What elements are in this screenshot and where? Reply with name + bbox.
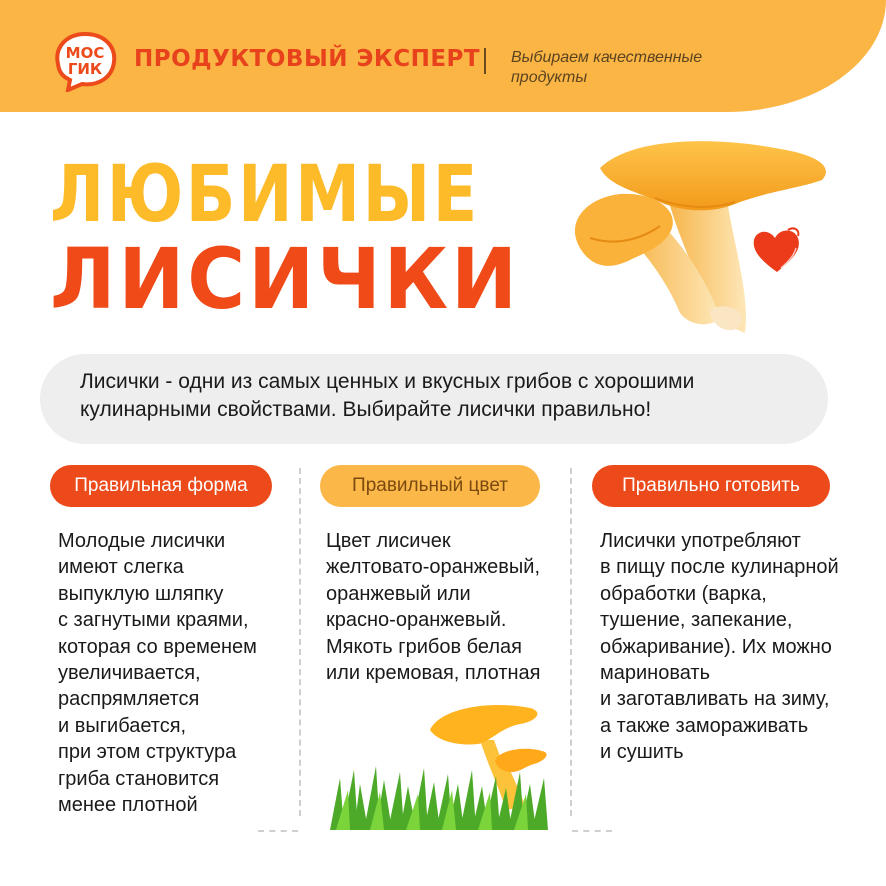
column-divider [572,830,612,832]
mosgik-logo [50,30,120,92]
text-line: Лисички употребляют [600,530,801,552]
text-line: Мякоть грибов белая [326,635,522,658]
text-line: красно-оранжевый. [326,609,507,632]
text-line: желтовато-оранжевый, [326,556,541,579]
text-line: оранжевый или [326,582,471,605]
text-line: при этом структура [58,741,237,764]
color-description [326,528,566,686]
heart-icon [748,222,806,280]
text-line: имеют слегка [58,556,184,579]
text-line: и заготавливать на зиму, [600,688,830,711]
text-line: Цвет лисичек [326,530,451,552]
cooking-description [600,528,870,766]
brand-tagline: Выбираем качественные продукты [511,49,703,86]
text-line: менее плотной [58,794,198,817]
shape-description [58,528,288,818]
text-line: или кремовая, плотная [326,662,541,685]
text-line: тушение, запекание, [600,609,793,632]
label-correct-color: Правильный цвет [320,465,540,507]
text-line: с загнутыми краями, [58,609,249,632]
text-line: увеличивается, [58,662,201,685]
mushrooms-grass-illustration [330,700,550,830]
text-line: а также замораживать [600,714,809,737]
text-line: и сушить [600,741,684,764]
column-divider [570,468,572,816]
text-line: гриба становится [58,767,220,790]
logo-text-bottom: ГИК [67,60,103,78]
label-correct-cooking: Правильно готовить [592,465,830,507]
text-line: мариновать [600,662,710,685]
header-divider [484,48,486,74]
text-line: которая со временем [58,635,257,658]
text-line: и выгибается, [58,714,187,737]
brand-name: ПРОДУКТОВЫЙ ЭКСПЕРТ [134,46,481,72]
text-line: распрямляется [58,688,200,711]
text-line: обжаривание). Их можно [600,635,832,658]
title-line-1: ЛЮБИМЫЕ [50,150,480,240]
title-line-2: ЛИСИЧКИ [50,230,520,328]
logo-text-top: МОС [65,44,105,62]
column-divider [258,830,298,832]
text-line: обработки (варка, [600,582,767,605]
label-correct-shape: Правильная форма [50,465,272,507]
column-divider [299,468,301,816]
intro-text: Лисички - одни из самых ценных и вкусных грибов с хорошими кулинарными свойствами. Выбирайте лисички правильно! [80,370,695,421]
text-line: выпуклую шляпку [58,582,224,605]
text-line: в пищу после кулинарной [600,556,839,579]
text-line: Молодые лисички [58,530,226,552]
